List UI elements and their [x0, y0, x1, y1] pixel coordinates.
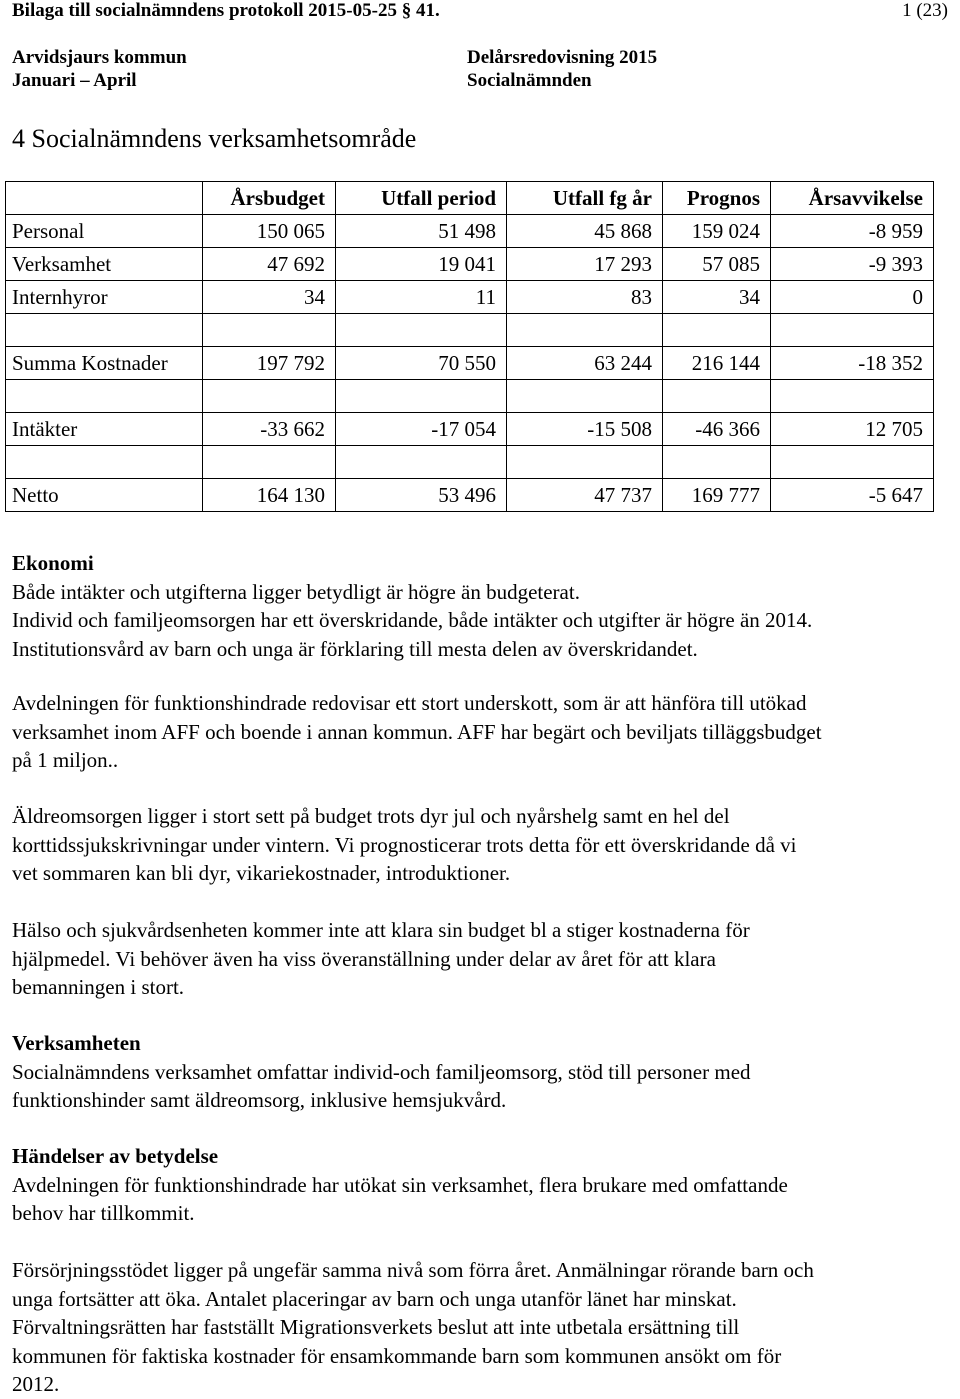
table-cell: -15 508 [507, 413, 663, 446]
paragraph-line: Individ och familjeomsorgen har ett överskridande, både intäkter och utgifter är högre än 2014. [12, 608, 813, 632]
table-header-cell [6, 182, 203, 215]
table-header-row [6, 182, 934, 215]
table-cell: 63 244 [507, 347, 663, 380]
paragraph-line: Förvaltningsrätten har fastställt Migrationsverkets beslut att inte utbetala ersättning till [12, 1315, 740, 1339]
paragraph-line: kommunen för faktiska kostnader för ensamkommande barn som kommunen ansökt om för [12, 1343, 782, 1368]
table-header-cell: Årsavvikelse [771, 182, 934, 215]
table-cell: -46 366 [663, 413, 771, 446]
table-spacer-row [6, 446, 934, 479]
financial-table [5, 181, 934, 512]
table-row [6, 413, 934, 446]
table-cell: -5 647 [771, 479, 934, 512]
table-cell: 47 692 [203, 248, 336, 281]
table-cell: 34 [203, 281, 336, 314]
table-cell: -18 352 [771, 347, 934, 380]
table-cell: 11 [336, 281, 507, 314]
ekonomi-paragraph-aff [12, 689, 942, 775]
verksamheten-block [12, 1029, 942, 1115]
table-cell: 47 737 [507, 479, 663, 512]
row-label: Personal [6, 215, 203, 248]
table-cell: 0 [771, 281, 934, 314]
ekonomi-block-1 [12, 549, 942, 663]
ekonomi-paragraph-halso [12, 916, 942, 1002]
table-cell: 70 550 [336, 347, 507, 380]
protocol-reference: Bilaga till socialnämndens protokoll 2015-05-25 § 41. [12, 0, 440, 21]
page-number: 1 (23) [902, 0, 948, 21]
report-title: Delårsredovisning 2015 [467, 47, 658, 68]
table-row [6, 215, 934, 248]
row-label: Verksamhet [6, 248, 203, 281]
paragraph-line: Institutionsvård av barn och unga är förklaring till mesta delen av överskridandet. [12, 636, 698, 661]
table-cell: 169 777 [663, 479, 771, 512]
row-label: Netto [6, 479, 203, 512]
table-cell: 51 498 [336, 215, 507, 248]
table-cell: 150 065 [203, 215, 336, 248]
organization-name: Arvidsjaurs kommun [12, 47, 187, 68]
ekonomi-paragraph-aldreomsorg [12, 802, 942, 888]
section-title: 4 Socialnämndens verksamhetsområde [12, 124, 417, 153]
table-row [6, 248, 934, 281]
table-spacer-row [6, 314, 934, 347]
table-header-cell: Årsbudget [203, 182, 336, 215]
paragraph-line: Försörjningsstödet ligger på ungefär samma nivå som förra året. Anmälningar rörande barn och [12, 1258, 814, 1282]
table-row [6, 479, 934, 512]
handelser-block [12, 1142, 942, 1228]
paragraph-line: verksamhet inom AFF och boende i annan kommun. AFF har begärt och beviljats tilläggsbudget [12, 719, 822, 744]
paragraph-line: unga fortsätter att öka. Antalet placeringar av barn och unga utanför länet har minskat. [12, 1286, 737, 1311]
table-cell: 34 [663, 281, 771, 314]
handelser-heading: Händelser av betydelse [12, 1144, 219, 1168]
paragraph-line: Avdelningen för funktionshindrade har utökat sin verksamhet, flera brukare med omfattande [12, 1172, 788, 1197]
paragraph-line: 2012. [12, 1372, 60, 1396]
table-cell: -17 054 [336, 413, 507, 446]
table-cell: 216 144 [663, 347, 771, 380]
verksamheten-heading: Verksamheten [12, 1031, 141, 1055]
paragraph-line: bemanningen i stort. [12, 975, 185, 999]
ekonomi-heading: Ekonomi [12, 551, 94, 575]
handelser-paragraph-forsorjning [12, 1256, 942, 1399]
table-cell: 19 041 [336, 248, 507, 281]
table-cell: 57 085 [663, 248, 771, 281]
table-header-cell: Prognos [663, 182, 771, 215]
paragraph-line: på 1 miljon.. [12, 748, 119, 772]
paragraph-line: korttidssjukskrivningar under vintern. Vi prognosticerar trots detta för ett överskridande då vi [12, 832, 797, 857]
table-header-cell: Utfall fg år [507, 182, 663, 215]
paragraph-line: Både intäkter och utgifterna ligger betydligt är högre än budgeterat. [12, 579, 580, 604]
report-period: Januari – April [12, 70, 137, 91]
paragraph-line: funktionshinder samt äldreomsorg, inklusive hemsjukvård. [12, 1088, 507, 1112]
paragraph-line: hjälpmedel. Vi behöver även ha viss överanställning under delar av året för att klara [12, 946, 716, 971]
table-cell: 17 293 [507, 248, 663, 281]
table-cell: 45 868 [507, 215, 663, 248]
table-row [6, 347, 934, 380]
row-label: Summa Kostnader [6, 347, 203, 380]
report-unit: Socialnämnden [467, 70, 592, 91]
table-spacer-row [6, 380, 934, 413]
table-cell: -33 662 [203, 413, 336, 446]
paragraph-line: Hälso och sjukvårdsenheten kommer inte att klara sin budget bl a stiger kostnaderna för [12, 918, 750, 942]
table-cell: 83 [507, 281, 663, 314]
table-cell: 159 024 [663, 215, 771, 248]
table-header-cell: Utfall period [336, 182, 507, 215]
paragraph-line: Äldreomsorgen ligger i stort sett på budget trots dyr jul och nyårshelg samt en hel del [12, 804, 730, 828]
table-row [6, 281, 934, 314]
row-label: Intäkter [6, 413, 203, 446]
table-cell: 197 792 [203, 347, 336, 380]
paragraph-line: Avdelningen för funktionshindrade redovisar ett stort underskott, som är att hänföra till utökad [12, 691, 807, 715]
table-cell: -8 959 [771, 215, 934, 248]
paragraph-line: vet sommaren kan bli dyr, vikariekostnader, introduktioner. [12, 861, 511, 885]
table-cell: 164 130 [203, 479, 336, 512]
paragraph-line: Socialnämndens verksamhet omfattar individ-och familjeomsorg, stöd till personer med [12, 1059, 751, 1084]
table-cell: 53 496 [336, 479, 507, 512]
table-cell: 12 705 [771, 413, 934, 446]
row-label: Internhyror [6, 281, 203, 314]
paragraph-line: behov har tillkommit. [12, 1201, 195, 1225]
table-cell: -9 393 [771, 248, 934, 281]
